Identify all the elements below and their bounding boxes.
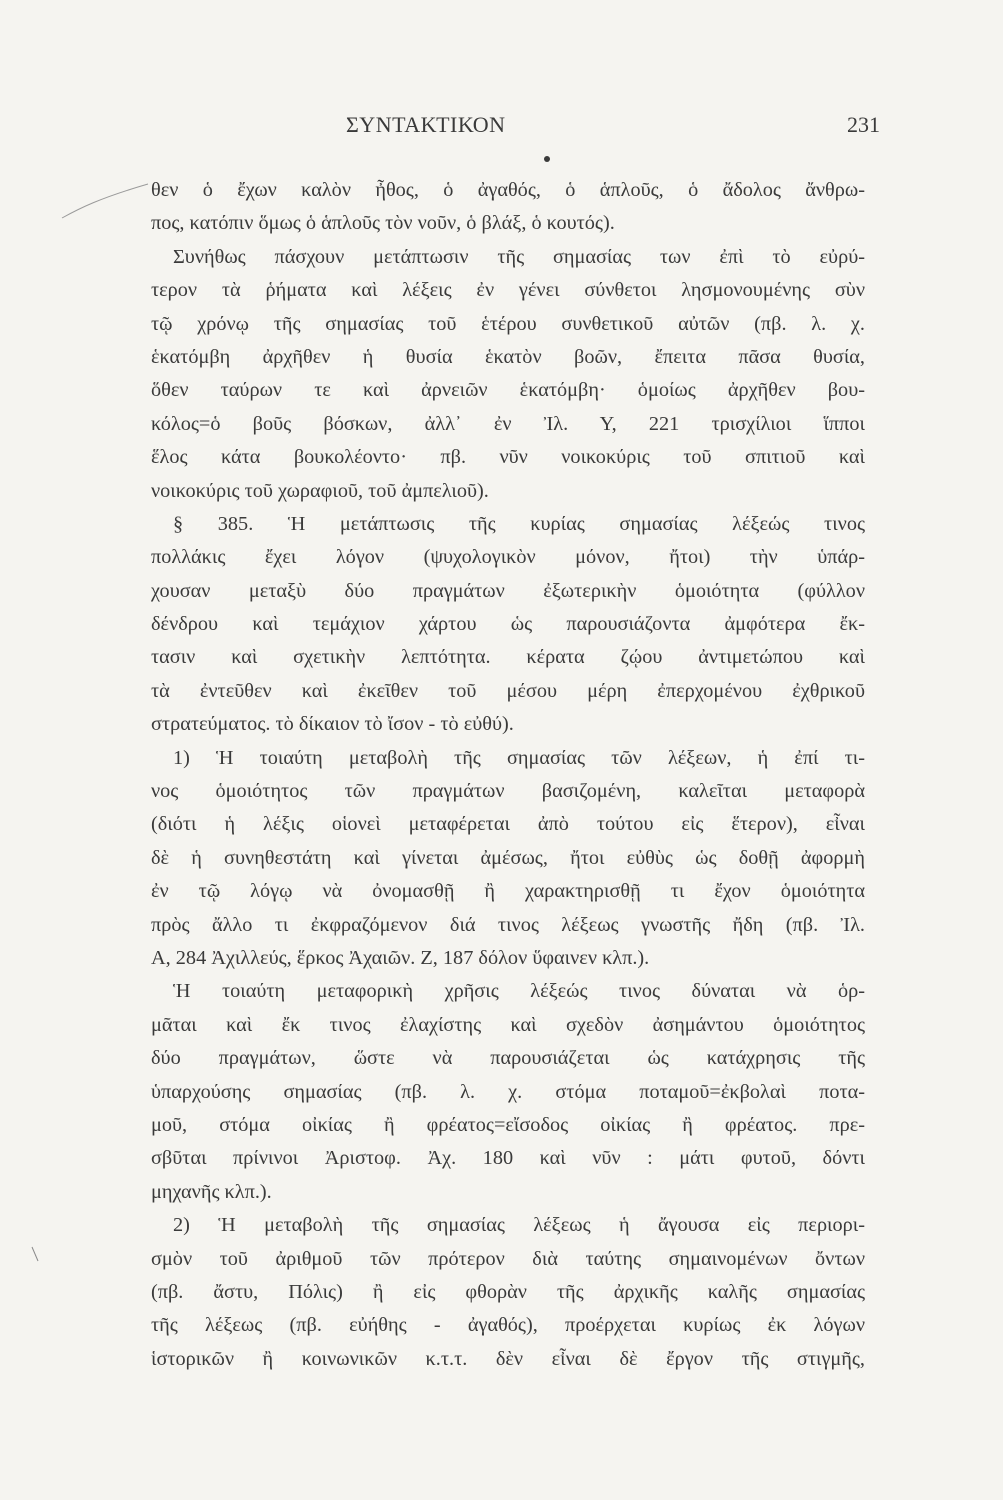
text-line: 2) Ἡ μεταβολὴ τῆς σημασίας λέξεως ἡ ἄγουσα εἰς περιορι- bbox=[173, 1214, 865, 1237]
text-line: μηχανῆς κλπ.). bbox=[151, 1180, 272, 1203]
text-line: χουσαν μεταξὺ δύο πραγμάτων ἐξωτερικὴν ὁμοιότητα (φύλλον bbox=[151, 579, 865, 602]
text-line: τασιν καὶ σχετικὴν λεπτότητα. κέρατα ζῴου ἀντιμετώπου καὶ bbox=[151, 646, 865, 669]
scan-pencil-mark-icon bbox=[60, 180, 150, 220]
text-line: σμὸν τοῦ ἀριθμοῦ τῶν πρότερον διὰ ταύτης σημαινομένων ὄντων bbox=[151, 1247, 865, 1270]
text-line: ἱστορικῶν ἢ κοινωνικῶν κ.τ.τ. δὲν εἶναι δὲ ἔργον τῆς στιγμῆς, bbox=[151, 1347, 865, 1370]
text-line: ἐν τῷ λόγῳ νὰ ὀνομασθῇ ἢ χαρακτηρισθῇ τι ἔχον ὁμοιότητα bbox=[151, 880, 865, 903]
text-line: Α, 284 Ἀχιλλεύς, ἕρκος Ἀχαιῶν. Ζ, 187 δόλον ὕφαινεν κλπ.). bbox=[151, 946, 650, 969]
scan-tick-icon bbox=[30, 1245, 42, 1263]
text-line: μοῦ, στόμα οἰκίας ἢ φρέατος=εἴσοδος οἰκίας ἢ φρέατος. πρε- bbox=[151, 1113, 865, 1136]
printer-dot-icon bbox=[544, 156, 550, 162]
text-line: § 385. Ἡ μετάπτωσις τῆς κυρίας σημασίας λέξεώς τινος bbox=[173, 512, 865, 535]
main-text bbox=[151, 174, 865, 1376]
text-line: (πβ. ἄστυ, Πόλις) ἢ εἰς φθορὰν τῆς ἀρχικῆς καλῆς σημασίας bbox=[151, 1280, 865, 1303]
text-line: σβῦται πρίνινοι Ἀριστοφ. Ἀχ. 180 καὶ νῦν : μάτι φυτοῦ, δόντι bbox=[151, 1147, 865, 1170]
running-title: ΣΥΝΤΑΚΤΙΚΟΝ bbox=[346, 112, 506, 137]
text-line: θεν ὁ ἔχων καλὸν ἦθος, ὁ ἀγαθός, ὁ ἁπλοῦς, ὁ ἄδολος ἄνθρω- bbox=[151, 179, 865, 201]
text-line: (διότι ἡ λέξις οἱονεὶ μεταφέρεται ἀπὸ τούτου εἰς ἕτερον), εἶναι bbox=[151, 813, 865, 836]
text-line: δὲ ἡ συνηθεστάτη καὶ γίνεται ἀμέσως, ἤτοι εὐθὺς ὡς δοθῇ ἀφορμὴ bbox=[151, 846, 865, 869]
text-line: ἑκατόμβη ἀρχῆθεν ἡ θυσία ἑκατὸν βοῶν, ἔπειτα πᾶσα θυσία, bbox=[151, 345, 865, 368]
text-line: τῆς λέξεως (πβ. εὐήθης - ἀγαθός), προέρχεται κυρίως ἐκ λόγων bbox=[151, 1314, 865, 1337]
page-header bbox=[150, 112, 880, 142]
text-line: τερον τὰ ῥήματα καὶ λέξεις ἐν γένει σύνθετοι λησμονουμένης σὺν bbox=[151, 279, 865, 302]
text-line: ὑπαρχούσης σημασίας (πβ. λ. χ. στόμα ποταμοῦ=ἐκβολαὶ ποτα- bbox=[151, 1080, 865, 1103]
page-number: 231 bbox=[847, 112, 880, 137]
text-line: τῷ χρόνῳ τῆς σημασίας τοῦ ἑτέρου συνθετικοῦ αὐτῶν (πβ. λ. χ. bbox=[151, 312, 865, 335]
text-line: Ἡ τοιαύτη μεταφορικὴ χρῆσις λέξεώς τινος δύναται νὰ ὁρ- bbox=[173, 980, 865, 1003]
text-line: πος, κατόπιν ὅμως ὁ ἁπλοῦς τὸν νοῦν, ὁ βλάξ, ὁ κουτός). bbox=[151, 212, 615, 235]
text-line: πολλάκις ἔχει λόγον (ψυχολογικὸν μόνον, ἤτοι) τὴν ὑπάρ- bbox=[151, 546, 865, 569]
text-line: Συνήθως πάσχουν μετάπτωσιν τῆς σημασίας των ἐπὶ τὸ εὐρύ- bbox=[173, 245, 865, 268]
text-line: μᾶται καὶ ἔκ τινος ἐλαχίστης καὶ σχεδὸν ἀσημάντου ὁμοιότητος bbox=[151, 1013, 865, 1036]
text-line: τὰ ἐντεῦθεν καὶ ἐκεῖθεν τοῦ μέσου μέρη ἐπερχομένου ἐχθρικοῦ bbox=[151, 679, 865, 702]
text-line: νος ὁμοιότητος τῶν πραγμάτων βασιζομένη, καλεῖται μεταφορὰ bbox=[151, 780, 865, 803]
text-line: νοικοκύρις τοῦ χωραφιοῦ, τοῦ ἀμπελιοῦ). bbox=[151, 479, 489, 502]
text-line: ὅθεν ταύρων τε καὶ ἀρνειῶν ἑκατόμβη· ὁμοίως ἀρχῆθεν βου- bbox=[151, 379, 865, 402]
text-line: στρατεύματος. τὸ δίκαιον τὸ ἴσον - τὸ εὐθύ). bbox=[151, 713, 514, 736]
text-line: δένδρου καὶ τεμάχιον χάρτου ὡς παρουσιάζοντα ἀμφότερα ἔκ- bbox=[151, 613, 865, 636]
text-line: κόλος=ὁ βοῦς βόσκων, ἀλλ᾽ ἐν Ἰλ. Υ, 221 τρισχίλιοι ἵπποι bbox=[151, 412, 865, 435]
text-line: πρὸς ἄλλο τι ἐκφραζόμενον διά τινος λέξεως γνωστῆς ἤδη (πβ. Ἰλ. bbox=[151, 913, 865, 936]
text-line: δύο πραγμάτων, ὥστε νὰ παρουσιάζεται ὡς κατάχρησις τῆς bbox=[151, 1047, 865, 1070]
text-line: ἕλος κάτα βουκολέοντο· πβ. νῦν νοικοκύρις τοῦ σπιτιοῦ καὶ bbox=[151, 446, 865, 469]
text-line: 1) Ἡ τοιαύτη μεταβολὴ τῆς σημασίας τῶν λέξεων, ἡ ἐπί τι- bbox=[173, 746, 865, 769]
